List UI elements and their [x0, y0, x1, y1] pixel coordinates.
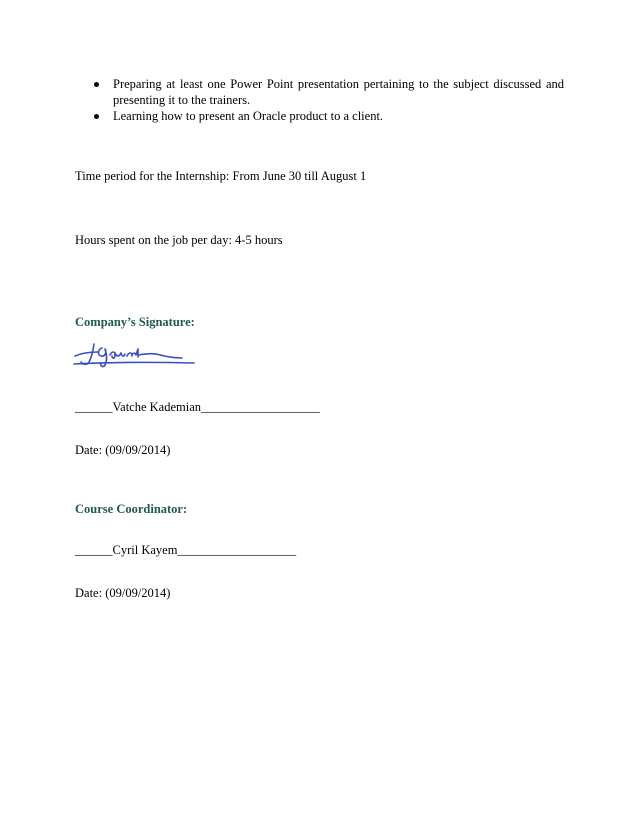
company-signature-heading: Company’s Signature:: [75, 315, 195, 329]
course-coordinator-heading: Course Coordinator:: [75, 502, 188, 516]
bullet-dot-icon: [94, 114, 99, 119]
bullet-dot-icon: [94, 82, 99, 87]
coordinator-signatory-line: ______Cyril Kayem___________________: [75, 543, 297, 557]
coordinator-date: Date: (09/09/2014): [75, 586, 171, 600]
task-bullet-list: [94, 76, 564, 124]
handwritten-signature-icon: [72, 340, 197, 370]
bullet-text: Learning how to present an Oracle product to a client.: [113, 109, 384, 123]
bullet-text: Preparing at least one Power Point presentation pertaining to the subject discussed and presenting it to the trainers.: [113, 77, 564, 107]
company-signature-image: [72, 340, 197, 370]
company-date: Date: (09/09/2014): [75, 443, 171, 457]
bullet-item: [94, 76, 564, 108]
bullet-item: [94, 108, 564, 124]
hours-per-day: Hours spent on the job per day: 4-5 hours: [75, 233, 283, 247]
internship-period: Time period for the Internship: From June 30 till August 1: [75, 169, 367, 183]
company-signatory-line: ______Vatche Kademian___________________: [75, 400, 320, 414]
